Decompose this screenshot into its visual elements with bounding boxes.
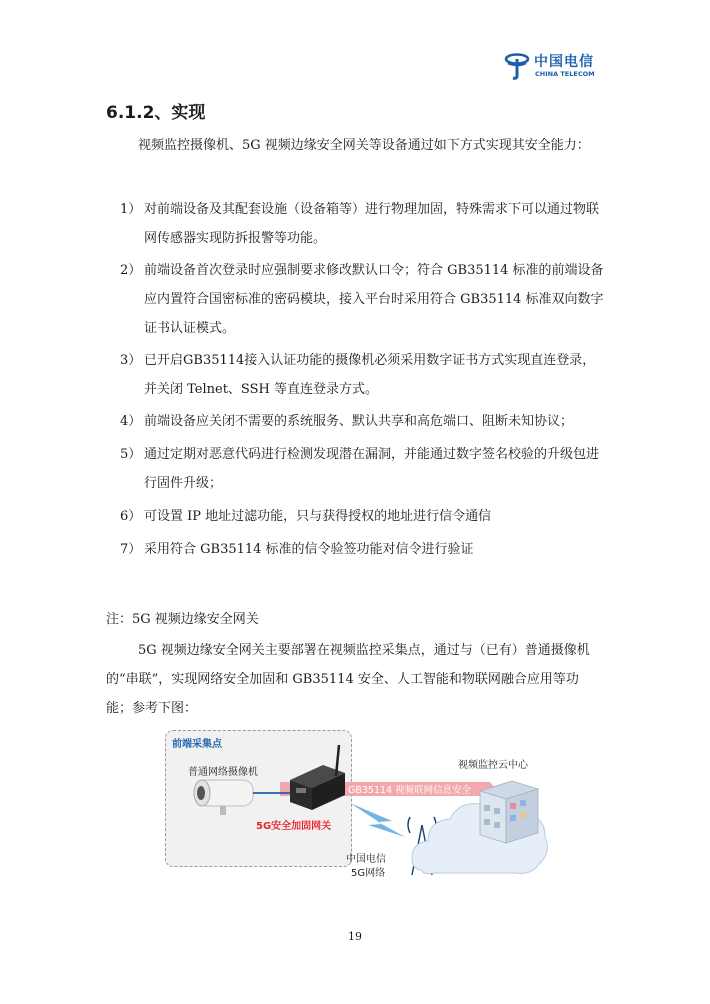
list-item-text: 采用符合 GB35114 标准的信令验签功能对信令进行验证 bbox=[144, 542, 474, 557]
camera-icon bbox=[194, 780, 253, 815]
list-item-text: 已开启GB35114接入认证功能的摄像机必须采用数字证书方式实现直连登录，并关闭 Telnet、SSH 等直连登录方式。 bbox=[144, 353, 596, 397]
list-item-text: 前端设备应关闭不需要的系统服务、默认共享和高危端口、阻断未知协议； bbox=[144, 414, 574, 429]
security-tunnel-label: GB35114 视频联网信息安全 bbox=[348, 785, 472, 796]
network-label-line2: 5G网络 bbox=[351, 868, 386, 879]
list-item-text: 对前端设备及其配套设施（设备箱等）进行物理加固，特殊需求下可以通过物联网传感器实现防拆报警等功能。 bbox=[144, 202, 600, 246]
data-center-building-icon bbox=[480, 781, 538, 843]
page-number: 19 bbox=[348, 930, 362, 943]
gateway-label: 5G安全加固网关 bbox=[256, 821, 332, 832]
list-item-number: 4） bbox=[120, 414, 142, 429]
list-item-number: 7） bbox=[120, 542, 142, 557]
china-telecom-logo bbox=[504, 50, 604, 82]
list-item-number: 2） bbox=[120, 263, 142, 278]
logo-text-en: CHINA TELECOM bbox=[535, 70, 595, 78]
note-title: 注：5G 视频边缘安全网关 bbox=[106, 612, 259, 627]
list-item-text: 前端设备首次登录时应强制要求修改默认口令；符合 GB35114 标准的前端设备应内置符合国密标准的密码模块，接入平台时采用符合 GB35114 标准双向数字证书认证模式。 bbox=[144, 263, 604, 336]
list-item-text: 通过定期对恶意代码进行检测发现潜在漏洞，并能通过数字签名校验的升级包进行固件升级； bbox=[144, 447, 600, 491]
wireless-link-icon bbox=[350, 803, 405, 837]
intro-paragraph: 视频监控摄像机、5G 视频边缘安全网关等设备通过如下方式实现其安全能力： bbox=[138, 138, 590, 153]
camera-label: 普通网络摄像机 bbox=[188, 767, 258, 778]
network-diagram bbox=[160, 725, 560, 900]
list-item-number: 1） bbox=[120, 202, 142, 217]
logo-text-cn: 中国电信 bbox=[534, 54, 594, 70]
network-label-line1: 中国电信 bbox=[346, 854, 386, 865]
note-paragraph: 5G 视频边缘安全网关主要部署在视频监控采集点，通过与（已有）普通摄像机的“串联”，实现网络安全加固和 GB35114 安全、人工智能和物联网融合应用等功能；参考下图： bbox=[106, 643, 590, 716]
cloud-center-label: 视频监控云中心 bbox=[458, 760, 528, 771]
china-telecom-logo-icon bbox=[504, 50, 534, 80]
list-item-number: 6） bbox=[120, 509, 142, 524]
list-item-number: 3） bbox=[120, 353, 142, 368]
frontend-label: 前端采集点 bbox=[172, 739, 222, 750]
list-item-text: 可设置 IP 地址过滤功能，只与获得授权的地址进行信令通信 bbox=[144, 509, 492, 524]
list-item-number: 5） bbox=[120, 447, 142, 462]
gateway-device-icon bbox=[290, 745, 345, 810]
section-heading: 6.1.2、实现 bbox=[106, 103, 206, 123]
